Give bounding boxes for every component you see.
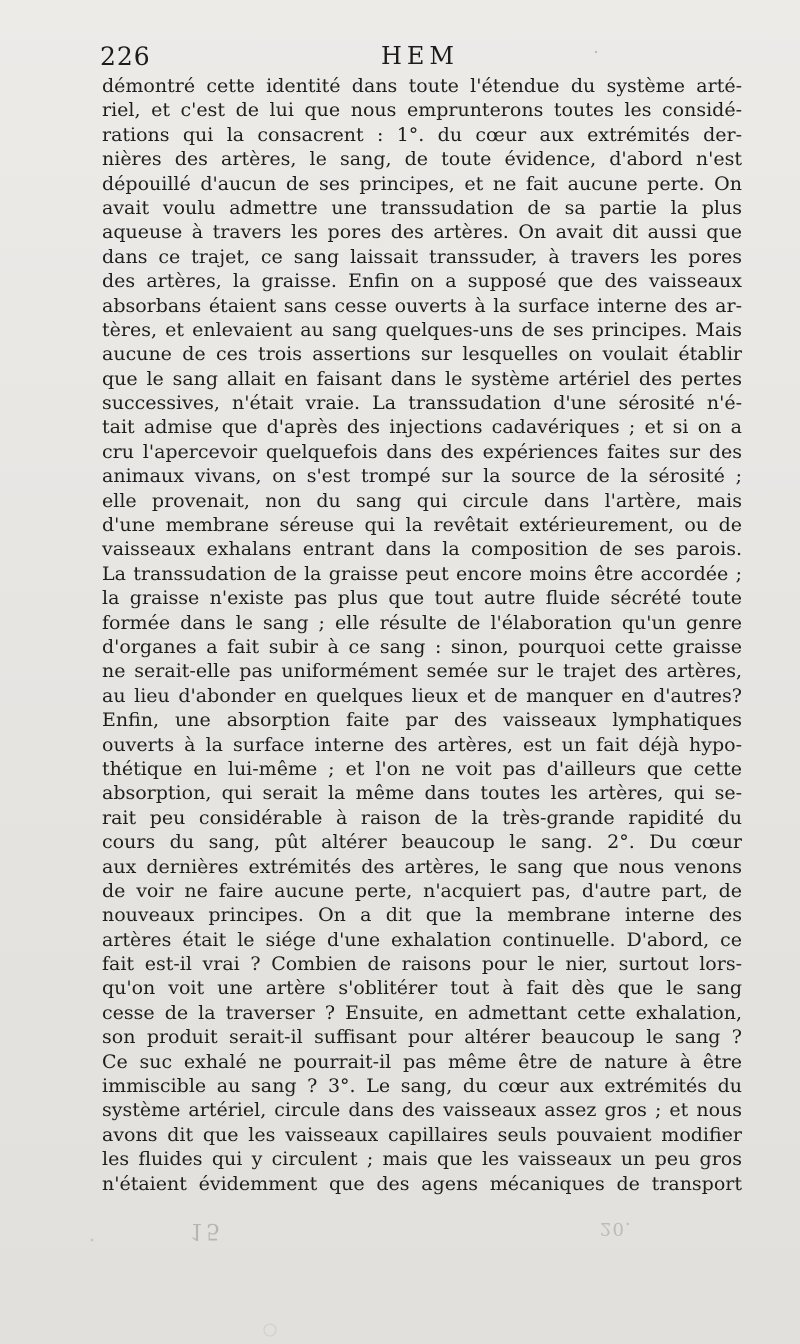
text-line: avons dit que les vaisseaux capillaires seuls pouvaient modifier — [102, 1123, 742, 1146]
text-line: système artériel, circule dans des vaisseaux assez gros ; et nous — [102, 1099, 742, 1122]
text-line: tères, et enlevaient au sang quelques-uns de ses principes. Mais — [102, 318, 742, 341]
text-line: rations qui la consacrent : 1°. du cœur aux extrémités der- — [102, 123, 742, 146]
text-line: de voir ne faire aucune perte, n'acquiert pas, d'autre part, de — [102, 879, 742, 902]
text-line: immiscible au sang ? 3°. Le sang, du cœur aux extrémités du — [102, 1075, 742, 1098]
text-line: dans ce trajet, ce sang laissait transsuder, à travers les pores — [102, 245, 742, 268]
text-line: la graisse n'existe pas plus que tout autre fluide sécrété toute — [102, 587, 742, 610]
text-line: au lieu d'abonder en quelques lieux et de manquer en d'autres? — [102, 684, 742, 707]
text-line: absorbans étaient sans cesse ouverts à la surface interne des ar- — [102, 294, 742, 317]
text-line: formée dans le sang ; elle résulte de l'élaboration qu'un genre — [102, 611, 742, 634]
text-line: cru l'apercevoir quelquefois dans des expériences faites sur des — [102, 440, 742, 463]
bleed-through-mark: 15 — [190, 1218, 222, 1243]
text-line: animaux vivans, on s'est trompé sur la source de la sérosité ; — [102, 465, 742, 488]
text-line: ne serait-elle pas uniformément semée sur le trajet des artères, — [102, 660, 742, 683]
text-line: artères était le siége d'une exhalation continuelle. D'abord, ce — [102, 928, 742, 951]
text-line: avait voulu admettre une transsudation de sa partie la plus — [102, 196, 742, 219]
page-number: 226 — [100, 42, 151, 71]
text-line: démontré cette identité dans toute l'étendue du système arté- — [102, 75, 742, 97]
text-line: qu'on voit une artère s'oblitérer tout à fait dès que le sang — [102, 977, 742, 1000]
text-line: riel, et c'est de lui que nous emprunterons toutes les considé- — [102, 99, 742, 122]
text-line: son produit serait-il suffisant pour altérer beaucoup le sang ? — [102, 1026, 742, 1049]
text-line: dépouillé d'aucun de ses principes, et ne fait aucune perte. On — [102, 172, 742, 195]
text-line: rait peu considérable à raison de la très-grande rapidité du — [102, 806, 742, 829]
text-line: n'étaient évidemment que des agens mécaniques de transport — [102, 1172, 742, 1195]
text-line: ouverts à la surface interne des artères, est un fait déjà hypo- — [102, 733, 742, 756]
text-line: que le sang allait en faisant dans le système artériel des pertes — [102, 367, 742, 390]
text-line: les fluides qui y circulent ; mais que les vaisseaux un peu gros — [102, 1148, 742, 1171]
text-line: nières des artères, le sang, de toute évidence, d'abord n'est — [102, 148, 742, 171]
text-line: elle provenait, non du sang qui circule dans l'artère, mais — [102, 489, 742, 512]
text-line: aux dernières extrémités des artères, le sang que nous venons — [102, 855, 742, 878]
text-line: thétique en lui-même ; et l'on ne voit pas d'ailleurs que cette — [102, 757, 742, 780]
text-line: nouveaux principes. On a dit que la membrane interne des — [102, 904, 742, 927]
text-line: aqueuse à travers les pores des artères. On avait dit aussi que — [102, 221, 742, 244]
text-line: d'une membrane séreuse qui la revêtait extérieurement, ou de — [102, 514, 742, 537]
text-line: fait est-il vrai ? Combien de raisons pour le nier, surtout lors- — [102, 953, 742, 976]
text-line: absorption, qui serait la même dans toutes les artères, qui se- — [102, 782, 742, 805]
text-line: vaisseaux exhalans entrant dans la composition de ses parois. — [102, 538, 742, 561]
text-line: Enfin, une absorption faite par des vaisseaux lymphatiques — [102, 709, 742, 732]
text-line: successives, n'était vraie. La transsudation d'une sérosité n'é- — [102, 392, 742, 415]
text-line: tait admise que d'après des injections cadavériques ; et si on a — [102, 416, 742, 439]
running-head: HEM — [380, 42, 460, 70]
text-line: cours du sang, pût altérer beaucoup le sang. 2°. Du cœur — [102, 831, 742, 854]
bleed-through-mark-right: 20. — [600, 1218, 632, 1239]
text-line: cesse de la traverser ? Ensuite, en admettant cette exhalation, — [102, 1001, 742, 1024]
text-line: Ce suc exhalé ne pourrait-il pas même être de nature à être — [102, 1050, 742, 1073]
text-line: La transsudation de la graisse peut encore moins être accordée ; — [102, 562, 742, 585]
text-line: d'organes a fait subir à ce sang : sinon, pourquoi cette graisse — [102, 635, 742, 658]
text-line: aucune de ces trois assertions sur lesquelles on voulait établir — [102, 343, 742, 366]
text-line: des artères, la graisse. Enfin on a supposé que des vaisseaux — [102, 270, 742, 293]
